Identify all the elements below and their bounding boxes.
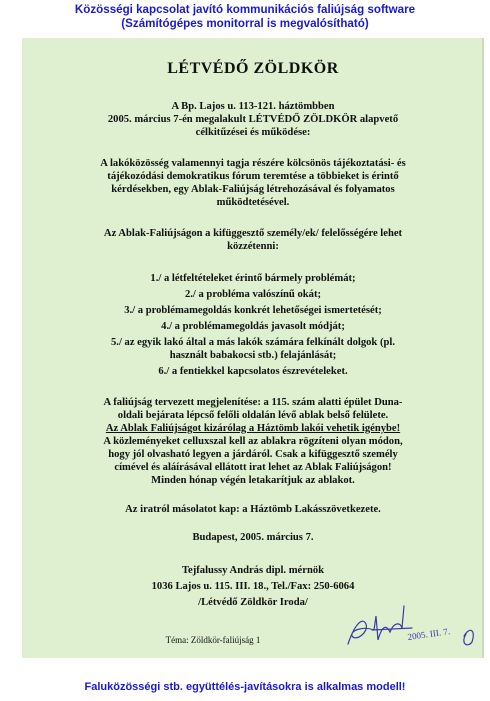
list-item: használt babakocsi stb.) felajánlását;: [169, 350, 337, 361]
publish-intro-line: közzétenni:: [227, 241, 279, 252]
intro-line: 2005. március 7-én megalakult LÉTVÉDŐ ZÖLDKÖR alapvető: [107, 114, 399, 125]
signature-stroke: [348, 606, 404, 644]
subject-line: Téma: Zöldkör-faliújság 1: [165, 635, 261, 645]
document-title: LÉTVÉDŐ ZÖLDKÖR: [167, 60, 339, 77]
document-sheet: [22, 38, 484, 658]
rule-line: Minden hónap végén letakarítjuk az ablakot.: [151, 475, 355, 486]
place-date: Budapest, 2005. március 7.: [192, 532, 314, 543]
rule-line: A közleményeket celluxszal kell az ablakra rögzíteni olyan módon,: [103, 436, 403, 447]
signer-line: /Létvédő Zöldkör Iroda/: [198, 597, 308, 608]
rule-line: hogy jól olvasható legyen a járdáról. Csak a kifüggesztő személy: [108, 449, 398, 460]
signature-date: 2005. III. 7.: [406, 626, 451, 642]
signer-line: 1036 Lajos u. 115. III. 18., Tel./Fax: 250-6064: [151, 581, 355, 592]
page-footer: Faluközösségi stb. együttélés-javításokra is alkalmas modell!: [84, 681, 406, 693]
list-item: 3./ a problémamegoldás konkrét lehetőségei ismertetését;: [124, 305, 382, 316]
publish-intro-line: Az Ablak-Faliújságon a kifüggesztő személy/ek/ felelősségére lehet: [103, 228, 403, 239]
list-item: 5./ az egyik lakó által a más lakók számára felkínált dolgok (pl.: [111, 337, 395, 348]
header-line-1: Közösségi kapcsolat javító kommunikációs faliújság software: [74, 3, 416, 16]
header-line-2: (Számítógépes monitorral is megvalósítható): [121, 17, 369, 30]
goal-line: kérdésekben, egy Ablak-Faliújság létrehozásával és folyamatos: [111, 184, 395, 195]
rule-line: oldali bejárata lépcső felőli oldalán lévő ablak belső felülete.: [117, 410, 389, 421]
list-item: 2./ a probléma valószínű okát;: [184, 289, 322, 300]
intro-line: célkitűzései és működése:: [195, 127, 311, 138]
intro-line: A Bp. Lajos u. 113-121. háztömbben: [171, 101, 335, 112]
goal-line: A lakóközösség valamennyi tagja részére kölcsönös tájékoztatási- és: [100, 158, 406, 169]
list-item: 1./ a létfeltételeket érintő bármely problémát;: [150, 273, 356, 284]
goal-line: tájékozódási demokratikus fórum teremtése a többieket is érintő: [107, 171, 399, 182]
list-item: 6./ a fentiekkel kapcsolatos észrevételeket.: [158, 366, 348, 377]
signature: [342, 586, 482, 652]
copy-note: Az iratról másolatot kap: a Háztömb Lakásszövetkezete.: [125, 504, 381, 515]
rule-line: A faliújság tervezett megjelenítése: a 115. szám alatti épület Duna-: [103, 397, 403, 408]
list-item: 4./ a problémamegoldás javasolt módját;: [161, 321, 345, 332]
signature-stroke: [464, 630, 473, 644]
rule-line-underlined: Az Ablak Faliújságot kizárólag a Háztömb lakói vehetik igénybe!: [105, 423, 401, 434]
rule-line: címével és aláírásával ellátott irat lehet az Ablak Faliújságon!: [114, 462, 392, 473]
signer-line: Tejfalussy András dipl. mérnök: [181, 565, 325, 576]
goal-line: működtetésével.: [216, 197, 290, 208]
